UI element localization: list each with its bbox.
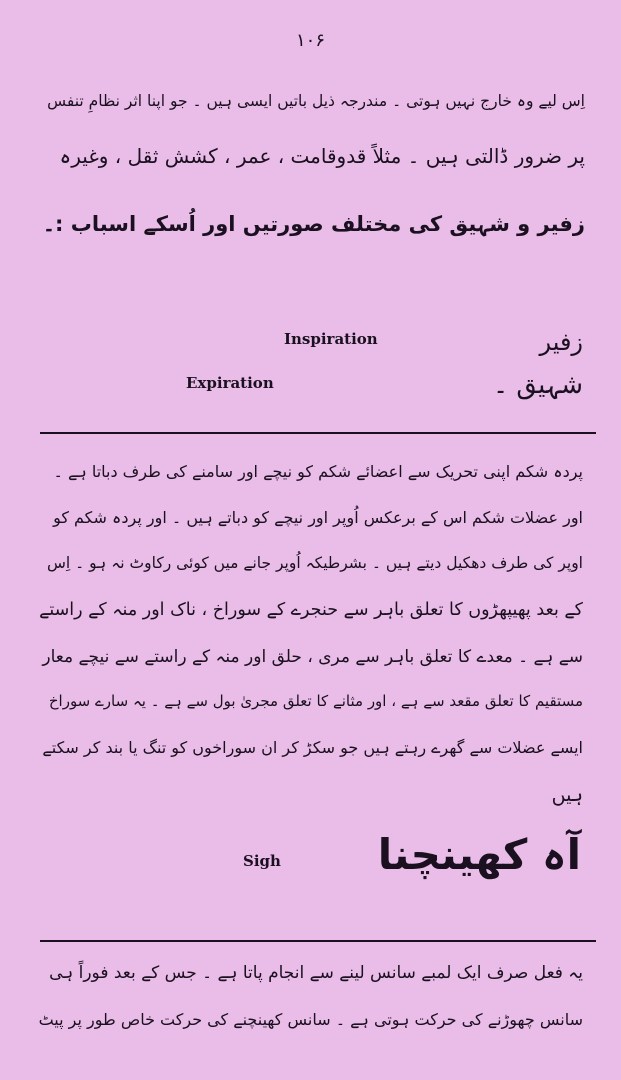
expiration-urdu-label: شہیق ۔ xyxy=(492,370,583,400)
intro-line-1: اِس لیے وہ خارج نہیں ہوتی ۔ مندرجہ ذیل باتیں ایسی ہیں ۔ جو اپنا اثر نظامِ تنفس xyxy=(47,92,585,110)
closing-line-1: یہ فعل صرف ایک لمبے سانس لینے سے انجام پاتا ہے ۔ جس کے بعد فوراً ہی xyxy=(49,963,583,983)
closing-line-2: سانس چھوڑنے کی حرکت ہوتی ہے ۔ سانس کھینچنے کی حرکت خاص طور پر پیٹ xyxy=(38,1010,583,1029)
section-heading: زفیر و شہیق کی مختلف صورتیں اور اُسکے اسباب :۔ xyxy=(42,212,585,236)
paragraph-line-8: ہیں xyxy=(551,784,583,806)
sigh-english-label: Sigh xyxy=(243,852,281,870)
divider-top xyxy=(40,432,596,434)
paragraph-line-4: کے بعد پھیپھڑوں کا تعلق باہر سے حنجرے کے سوراخ ، ناک اور منہ کے راستے xyxy=(39,600,583,620)
paragraph-line-6: مستقیم کا تعلق مقعد سے ہے ، اور مثانے کا تعلق مجریٰ بول سے ہے ۔ یہ سارے سوراخ xyxy=(48,692,583,710)
paragraph-line-5: سے ہے ۔ معدے کا تعلق باہر سے مری ، حلق اور منہ کے راستے سے نیچے معار xyxy=(42,647,583,667)
expiration-english-label: Expiration xyxy=(186,374,274,392)
sigh-urdu-heading: آہ کھینچنا xyxy=(377,830,581,879)
inspiration-urdu-label: زفیر xyxy=(539,328,583,356)
divider-bottom xyxy=(40,940,596,942)
inspiration-english-label: Inspiration xyxy=(284,330,378,348)
paragraph-line-2: اور عضلات شکم اس کے برعکس اُوپر اور نیچے کو دباتے ہیں ۔ اور پردہ شکم کو xyxy=(53,508,583,527)
intro-line-2: پر ضرور ڈالتی ہیں ۔ مثلاً قدوقامت ، عمر ، کشش ثقل ، وغیرہ xyxy=(59,144,585,168)
paragraph-line-1: پردہ شکم اپنی تحریک سے اعضائے شکم کو نیچے اور سامنے کی طرف دباتا ہے ۔ xyxy=(53,462,583,481)
page-number: ۱۰۶ xyxy=(295,30,325,51)
paragraph-line-3: اوپر کی طرف دھکیل دیتے ہیں ۔ بشرطیکہ اُوپر جانے میں کوئی رکاوٹ نہ ہو ۔ اِس xyxy=(47,554,583,572)
paragraph-line-7: ایسے عضلات سے گھرے رہتے ہیں جو سکڑ کر ان سوراخوں کو تنگ یا بند کر سکتے xyxy=(42,738,583,757)
